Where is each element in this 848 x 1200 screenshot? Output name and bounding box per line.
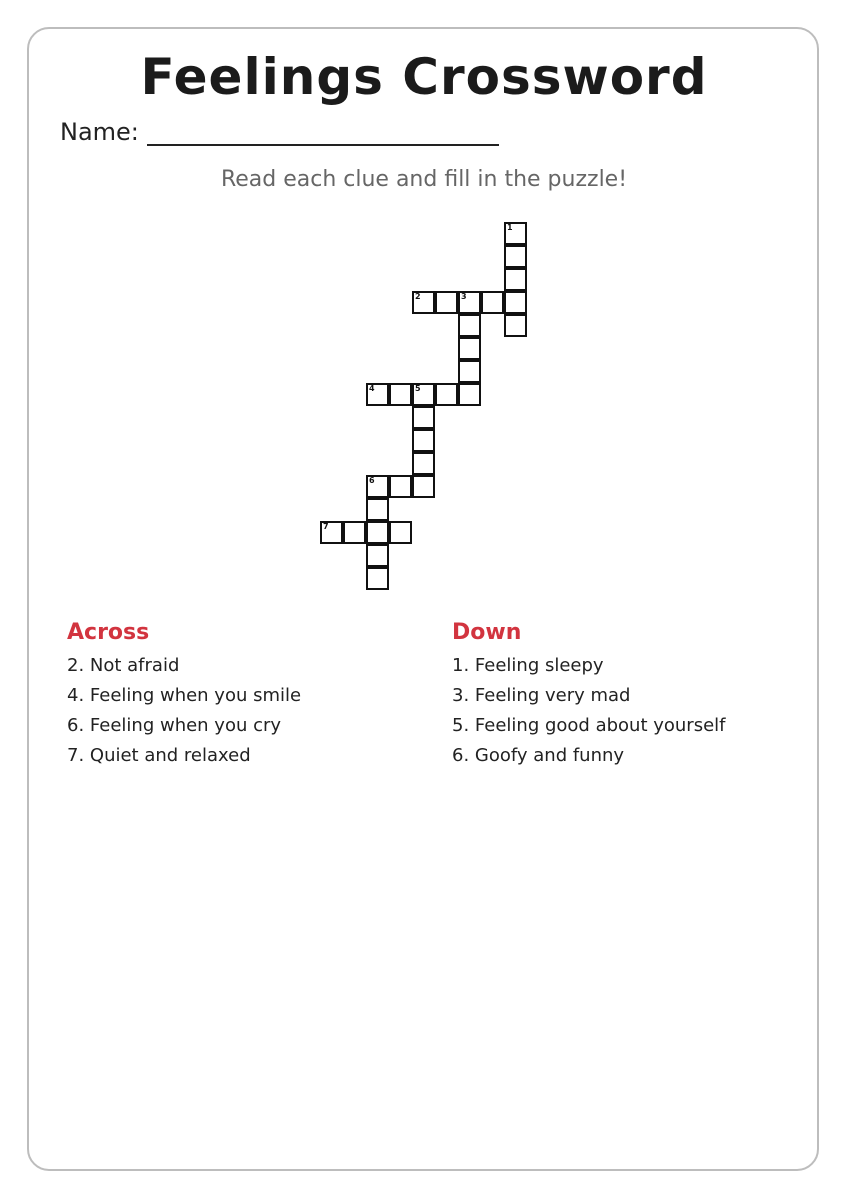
crossword-cell[interactable]: [366, 567, 389, 590]
crossword-cell[interactable]: [366, 521, 389, 544]
crossword-cell[interactable]: [504, 268, 527, 291]
crossword-cell[interactable]: [458, 383, 481, 406]
down-heading: Down: [452, 620, 522, 645]
clue-number: 5: [415, 384, 421, 393]
across-heading: Across: [67, 620, 150, 645]
crossword-cell[interactable]: [389, 475, 412, 498]
across-clue: 4. Feeling when you smile: [67, 685, 302, 706]
across-clues: [67, 620, 427, 771]
across-clue: 2. Not afraid: [67, 655, 180, 676]
crossword-cell[interactable]: [412, 429, 435, 452]
crossword-cell[interactable]: [504, 291, 527, 314]
clue-number: 4: [369, 384, 375, 393]
across-clue: 7. Quiet and relaxed: [67, 745, 251, 766]
crossword-cell[interactable]: [389, 521, 412, 544]
clue-number: 2: [415, 292, 421, 301]
crossword-cell[interactable]: [435, 383, 458, 406]
crossword-cell[interactable]: [412, 406, 435, 429]
crossword-cell[interactable]: [366, 475, 389, 498]
down-clue: 5. Feeling good about yourself: [452, 715, 726, 736]
clue-number: 3: [461, 292, 467, 301]
crossword-cell[interactable]: [504, 222, 527, 245]
clue-number: 6: [369, 476, 375, 485]
down-clue: 6. Goofy and funny: [452, 745, 625, 766]
crossword-cell[interactable]: [389, 383, 412, 406]
instructions: Read each clue and fill in the puzzle!: [220, 167, 628, 192]
page-title: Feelings Crossword: [140, 48, 708, 106]
name-label: Name:: [60, 118, 139, 146]
crossword-cell[interactable]: [412, 291, 435, 314]
clue-number: 7: [323, 522, 329, 531]
crossword-cell[interactable]: [458, 337, 481, 360]
crossword-cell[interactable]: [412, 452, 435, 475]
crossword-cell[interactable]: [412, 475, 435, 498]
crossword-cell[interactable]: [412, 383, 435, 406]
crossword-cell[interactable]: [458, 291, 481, 314]
across-clue: 6. Feeling when you cry: [67, 715, 282, 736]
crossword-cell[interactable]: [320, 521, 343, 544]
crossword-cell[interactable]: [366, 498, 389, 521]
down-clues: [452, 620, 812, 771]
crossword-cell[interactable]: [458, 360, 481, 383]
crossword-cell[interactable]: [343, 521, 366, 544]
down-clue: 3. Feeling very mad: [452, 685, 631, 706]
crossword-cell[interactable]: [458, 314, 481, 337]
crossword-cell[interactable]: [481, 291, 504, 314]
clue-number: 1: [507, 223, 513, 232]
crossword-cell[interactable]: [435, 291, 458, 314]
down-clue: 1. Feeling sleepy: [452, 655, 604, 676]
crossword-cell[interactable]: [366, 544, 389, 567]
crossword-cell[interactable]: [504, 245, 527, 268]
crossword-cell[interactable]: [366, 383, 389, 406]
crossword-cell[interactable]: [504, 314, 527, 337]
